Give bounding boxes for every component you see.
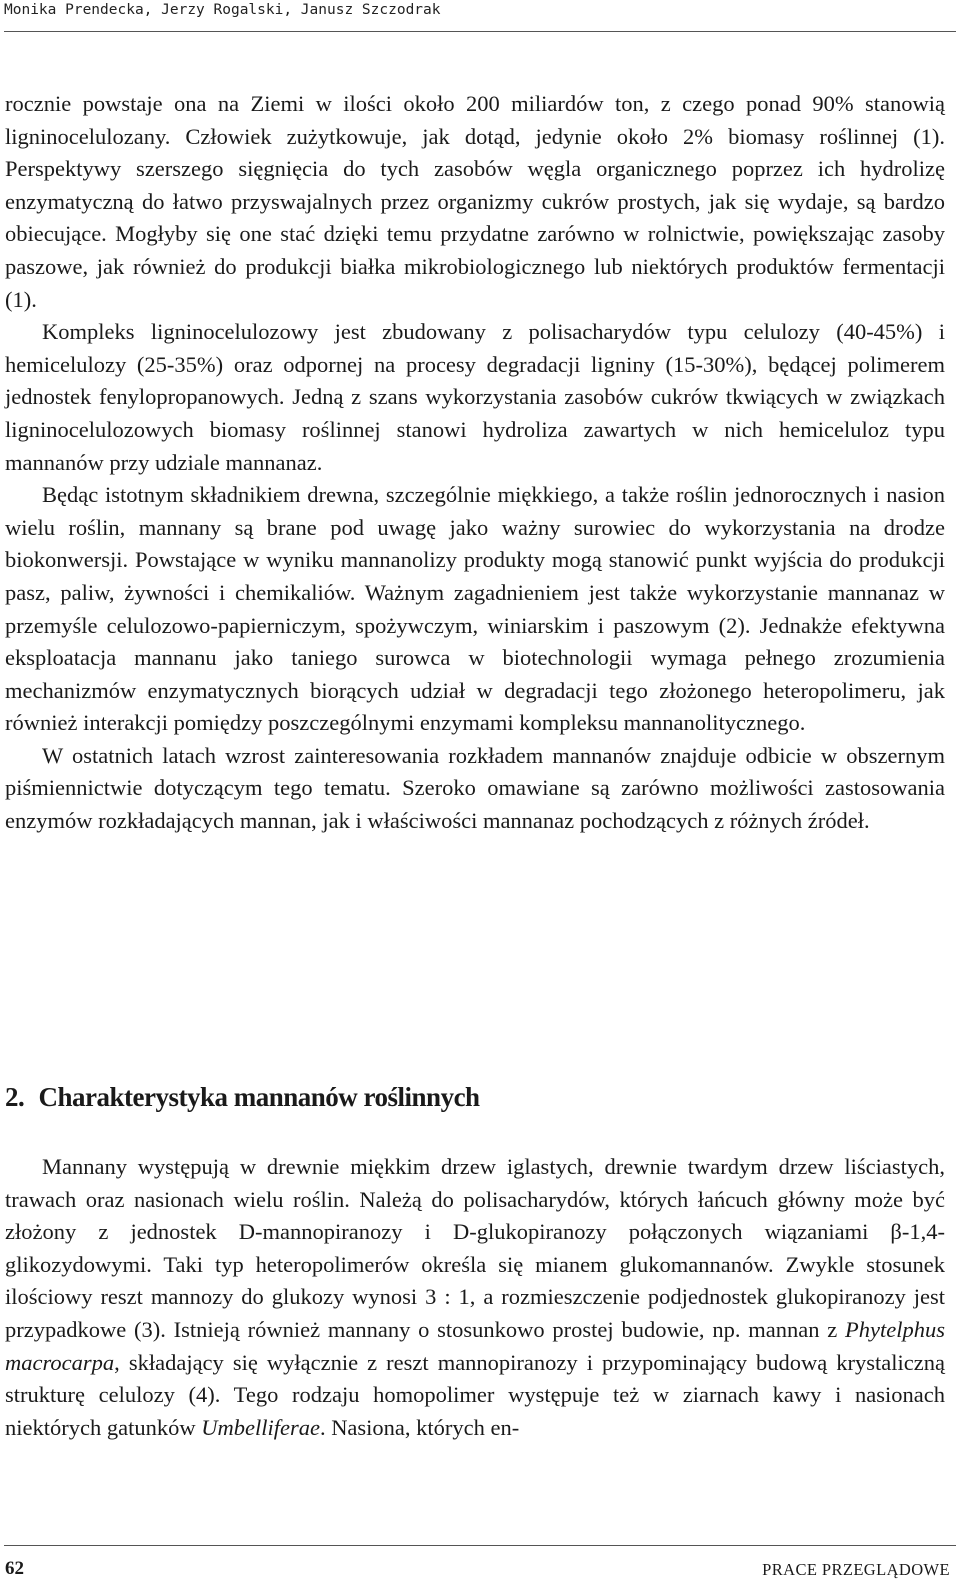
text-run: , składający się wyłącznie z reszt mannopiranozy i przypominający budową krystaliczną strukturę celulozy (4). Tego rodzaju homopolimer występuje też w ziarnach kawy i nasionach niektórych gatunków xyxy=(5,1349,945,1440)
header-rule xyxy=(4,31,956,32)
taxon-name: Umbelliferae xyxy=(201,1414,320,1440)
paragraph xyxy=(5,1151,945,1444)
intro-text-block xyxy=(5,88,945,838)
section-number: 2. xyxy=(5,1082,25,1112)
paragraph: W ostatnich latach wzrost zainteresowania rozkładem mannanów znajduje odbicie w obszernym piśmiennictwie dotyczącym tego tematu. Szeroko omawiane są zarówno możliwości zastosowania enzymów rozkładających mannan, jak i właściwości mannanaz pochodzących z różnych źródeł. xyxy=(5,742,945,834)
text-run: Mannany występują w drewnie miękkim drzew iglastych, drewnie twardym drzew liściastych, trawach oraz nasionach wielu roślin. Należą do polisacharydów, których łańcuch główny może być złożony z jednostek D-mannopiranozy i D-glukopiranozy połączonych wiązaniami β-1,4-glikozydowymi. Taki typ heteropolimerów określa się mianem glukomannanów. Zwykle stosunek ilościowy reszt mannozy do glukozy wynosi 3 : 1, a rozmieszczenie podjednostek glukopiranozy jest przypadkowe (3). Istnieją również mannany o stosunkowo prostej budowie, np. mannan z xyxy=(5,1154,945,1342)
paragraph: Będąc istotnym składnikiem drewna, szczególnie miękkiego, a także roślin jednorocznych i nasion wielu roślin, mannany są brane pod uwagę jako ważny surowiec do wykorzystania na drodze biokonwersji. Powstające w wyniku mannanolizy produkty mogą stanowić punkt wyjścia do produkcji pasz, paliw, żywności i chemikaliów. Ważnym zagadnieniem jest także wykorzystanie mannanaz w przemyśle celulozowo-papierniczym, spożywczym, winiarskim i paszowym (2). Jednakże efektywna eksploatacja mannanu jako taniego surowca w biotechnologii wymaga pełnego zrozumienia mechanizmów enzymatycznych biorących udział w degradacji tego złożonego heteropolimeru, jak również interakcji pomiędzy poszczególnymi enzymami kompleksu mannanolitycznego. xyxy=(5,482,945,736)
page-number: 62 xyxy=(5,1558,24,1579)
section-text-block xyxy=(5,1151,945,1444)
species-name: Phytelphus macrocarpa xyxy=(5,1316,945,1375)
paragraph: Kompleks ligninocelulozowy jest zbudowany z polisacharydów typu celulozy (40-45%) i hemicelulozy (25-35%) oraz odpornej na procesy degradacji ligniny (15-30%), będącej polimerem jednostek fenylopropanowych. Jedną z szans wykorzystania zasobów cukrów tkwiących w związkach ligninocelulozowych biomasy roślinnej stanowi hydroliza zawartych w nich hemiceluloz typu mannanów przy udziale mannanaz. xyxy=(5,319,945,475)
journal-name: PRACE PRZEGLĄDOWE xyxy=(762,1560,950,1579)
footer-rule xyxy=(4,1545,956,1546)
section-title: Charakterystyka mannanów roślinnych xyxy=(38,1082,480,1112)
paragraph: rocznie powstaje ona na Ziemi w ilości około 200 miliardów ton, z czego ponad 90% stanowią ligninocelulozany. Człowiek zużytkowuje, jak dotąd, jedynie około 2% biomasy roślinnej (1). Perspektywy szerszego sięgnięcia do tych zasobów węgla organicznego poprzez ich hydrolizę enzymatyczną do łatwo przyswajalnych przez organizmy cukrów prostych, jak się wydaje, są bardzo obiecujące. Mogłyby się one stać dzięki temu przydatne zarówno w rolnictwie, powiększając zasoby paszowe, jak również do produkcji białka mikrobiologicznego lub niektórych produktów fermentacji (1). xyxy=(5,91,945,312)
section-heading xyxy=(5,1082,480,1113)
text-run: . Nasiona, których en- xyxy=(319,1414,520,1440)
running-header: Monika Prendecka, Jerzy Rogalski, Janusz Szczodrak xyxy=(4,2,441,18)
